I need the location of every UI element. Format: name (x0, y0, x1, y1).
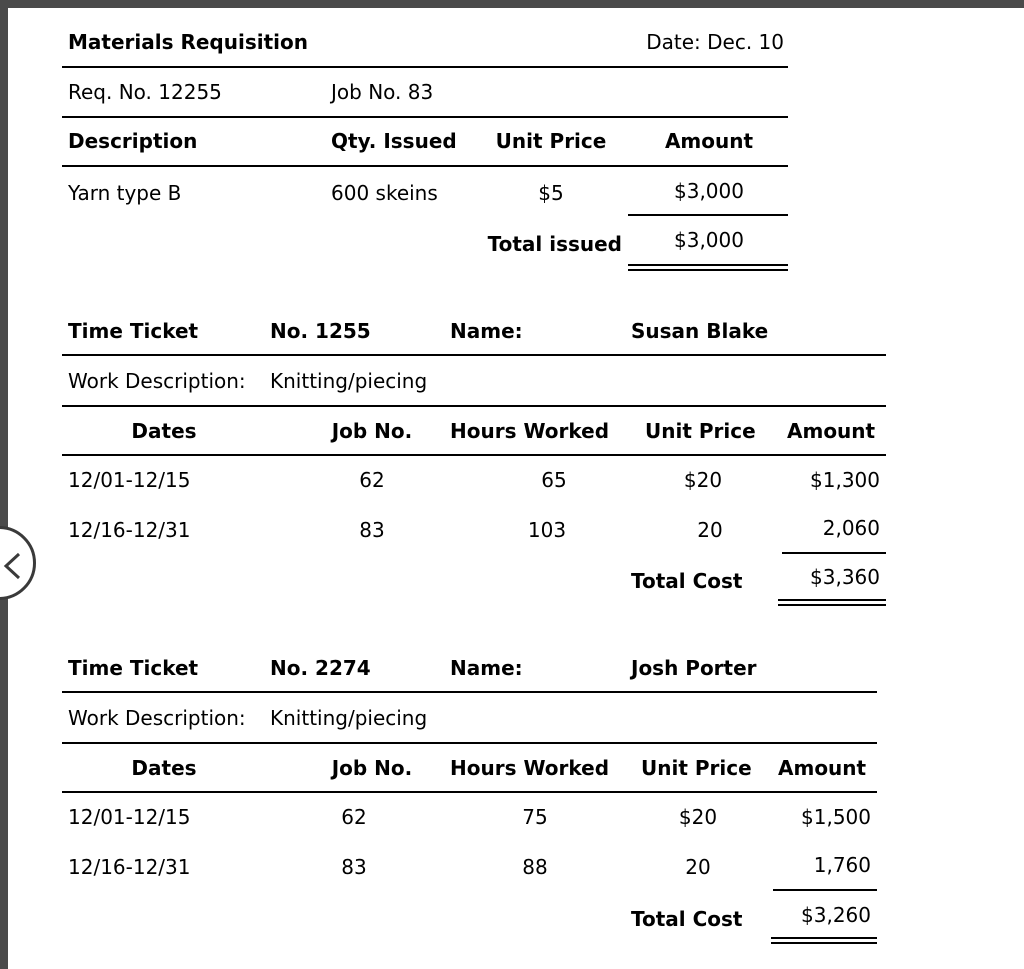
subtotal-line (782, 552, 886, 554)
mr-header-unit-price: Unit Price (495, 129, 607, 153)
tt-total: $3,260 (801, 903, 871, 927)
tt-name-label: Name: (450, 656, 523, 680)
tt-header-unit-price: Unit Price (641, 756, 752, 780)
tt-header-amount: Amount (787, 419, 876, 443)
tt-row-job-no: 62 (359, 468, 385, 492)
tt-row-unit-price: $20 (678, 805, 718, 829)
divider (62, 791, 877, 793)
divider (62, 405, 886, 407)
tt-row-dates: 12/01-12/15 (68, 468, 191, 492)
tt-total: $3,360 (810, 565, 880, 589)
tt-row-amount: 1,760 (813, 853, 871, 877)
tt-row-job-no: 83 (341, 855, 367, 879)
tt-total-label: Total Cost (631, 569, 743, 593)
divider (62, 691, 877, 693)
tt-work-desc: Knitting/piecing (270, 369, 428, 393)
mr-header-amount: Amount (664, 129, 754, 153)
mr-req-no: Req. No. 12255 (68, 80, 222, 104)
total-double-line (628, 264, 788, 271)
tt-work-desc-label: Work Description: (68, 369, 246, 393)
mr-total-label: Total issued (487, 232, 622, 256)
tt-row-unit-price: 20 (697, 518, 723, 542)
tt-number: No. 1255 (270, 319, 371, 343)
tt-row-job-no: 83 (359, 518, 385, 542)
divider (62, 742, 877, 744)
tt-row-amount: $1,500 (801, 805, 871, 829)
mr-row-amount: $3,000 (674, 179, 744, 203)
tt-name: Josh Porter (631, 656, 757, 680)
tt-row-dates: 12/01-12/15 (68, 805, 191, 829)
tt-row-hours: 103 (527, 518, 567, 542)
window-left-border (0, 0, 8, 969)
tt-header-job-no: Job No. (331, 756, 413, 780)
subtotal-line (773, 889, 877, 891)
tt-header-amount: Amount (778, 756, 867, 780)
tt-total-label: Total Cost (631, 907, 743, 931)
tt-work-desc: Knitting/piecing (270, 706, 428, 730)
total-double-line (771, 937, 877, 944)
tt-title: Time Ticket (68, 656, 199, 680)
mr-header-description: Description (68, 129, 198, 153)
divider (62, 165, 788, 167)
mr-total: $3,000 (674, 228, 744, 252)
divider (62, 66, 788, 68)
tt-name: Susan Blake (631, 319, 769, 343)
tt-header-job-no: Job No. (331, 419, 413, 443)
tt-row-hours: 75 (522, 805, 548, 829)
tt-row-dates: 12/16-12/31 (68, 518, 191, 542)
mr-header-qty: Qty. Issued (331, 129, 457, 153)
tt-row-hours: 88 (522, 855, 548, 879)
tt-row-unit-price: 20 (685, 855, 711, 879)
divider (62, 354, 886, 356)
tt-work-desc-label: Work Description: (68, 706, 246, 730)
tt-header-dates: Dates (131, 756, 197, 780)
tt-title: Time Ticket (68, 319, 199, 343)
divider (62, 116, 788, 118)
tt-row-amount: $1,300 (810, 468, 880, 492)
tt-header-unit-price: Unit Price (645, 419, 756, 443)
mr-row-description: Yarn type B (68, 181, 182, 205)
tt-name-label: Name: (450, 319, 523, 343)
tt-header-hours: Hours Worked (450, 419, 610, 443)
total-double-line (778, 599, 886, 606)
tt-header-hours: Hours Worked (450, 756, 610, 780)
tt-row-dates: 12/16-12/31 (68, 855, 191, 879)
mr-job-no: Job No. 83 (331, 80, 434, 104)
tt-row-amount: 2,060 (822, 516, 880, 540)
divider (62, 454, 886, 456)
subtotal-line (628, 214, 788, 216)
mr-row-unit-price: $5 (538, 181, 564, 205)
mr-date: Date: Dec. 10 (646, 30, 784, 54)
mr-row-qty: 600 skeins (331, 181, 438, 205)
tt-row-job-no: 62 (341, 805, 367, 829)
chevron-left-icon (1, 551, 21, 581)
window-top-border (0, 0, 1024, 8)
back-button[interactable] (0, 526, 36, 600)
tt-header-dates: Dates (131, 419, 197, 443)
tt-number: No. 2274 (270, 656, 371, 680)
tt-row-unit-price: $20 (683, 468, 723, 492)
mr-title: Materials Requisition (68, 30, 308, 54)
tt-row-hours: 65 (541, 468, 567, 492)
